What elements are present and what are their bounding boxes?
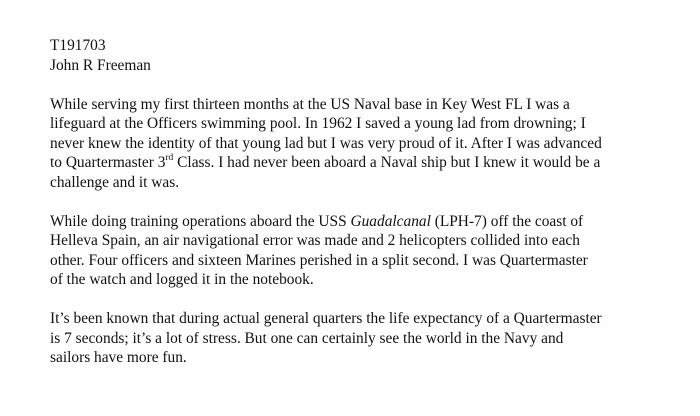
- paragraph-quartermaster: [50, 309, 690, 368]
- ordinal-suffix: rd: [165, 152, 174, 163]
- author-name: John R Freeman: [50, 56, 151, 74]
- paragraph-line: lifeguard at the Officers swimming pool. In 1962 I saved a young lad from drowning; I: [50, 115, 586, 132]
- spacer: [50, 75, 690, 95]
- paragraph-line: Helleva Spain, an air navigational error was made and 2 helicopters collided into each: [50, 232, 580, 249]
- text-segment: to Quartermaster 3: [50, 154, 166, 171]
- ship-name: Guadalcanal: [350, 212, 431, 230]
- paragraph-line: other. Four officers and sixteen Marines perished in a split second. I was Quartermaster: [50, 251, 588, 269]
- paragraph-guadalcanal: [50, 212, 690, 290]
- text-segment: Class. I had never been aboard a Naval ship but I knew it would be a: [173, 154, 601, 171]
- text-segment: While doing training operations aboard the USS: [50, 212, 351, 230]
- paragraph-line: [50, 212, 690, 232]
- letter-document: [50, 36, 690, 368]
- letter-header: [50, 36, 690, 75]
- paragraph-line: [50, 153, 690, 173]
- paragraph-line: sailors have more fun.: [50, 349, 187, 366]
- text-segment: (LPH-7) off the coast of: [430, 212, 584, 230]
- paragraph-line: While serving my first thirteen months at the US Naval base in Key West FL I was a: [50, 95, 570, 113]
- paragraph-line: of the watch and logged it in the notebook.: [50, 271, 314, 288]
- document-id: T191703: [50, 37, 106, 54]
- spacer: [50, 290, 690, 310]
- paragraph-line: never knew the identity of that young lad but I was very proud of it. After I was advanced: [50, 134, 602, 152]
- paragraph-line: It’s been known that during actual general quarters the life expectancy of a Quartermaster: [50, 310, 602, 327]
- spacer: [50, 192, 690, 212]
- paragraph-line: challenge and it was.: [50, 173, 180, 191]
- paragraph-line: is 7 seconds; it’s a lot of stress. But one can certainly see the world in the Navy and: [50, 329, 564, 347]
- paragraph-lifeguard: [50, 95, 690, 193]
